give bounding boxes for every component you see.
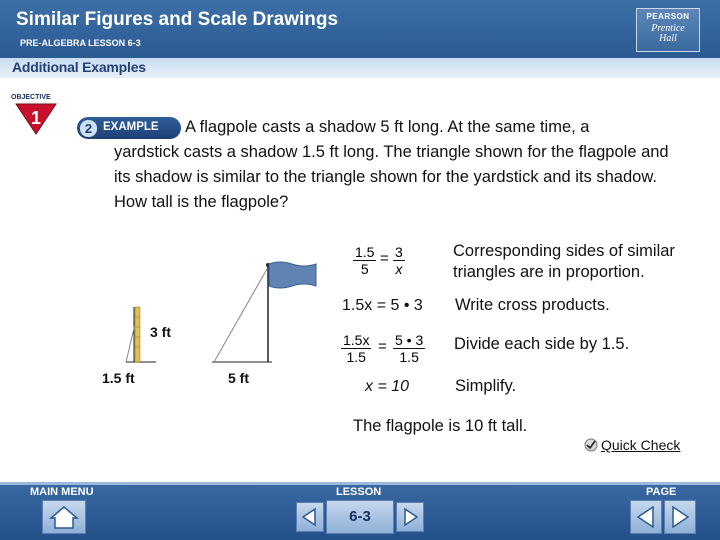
logo-text-prentice: Prentice	[651, 23, 685, 34]
page-title: Similar Figures and Scale Drawings	[16, 9, 339, 30]
step1-description: Corresponding sides of similar triangles are in proportion.	[453, 242, 675, 281]
step3-right-den: 1.5	[399, 349, 419, 365]
yardstick-icon	[135, 307, 140, 362]
step3-description: Divide each side by 1.5.	[454, 335, 630, 353]
problem-line-rest: yardstick casts a shadow 1.5 ft long. The triangle shown for the flagpole and its shadow is similar to the triangle shown for the yardstick and its shadow. How tall is the flagpole?	[114, 143, 669, 211]
triangle-left-icon	[631, 501, 661, 533]
home-icon	[43, 501, 85, 533]
home-button[interactable]	[42, 500, 86, 534]
flagpole-shadow-label: 5 ft	[228, 370, 249, 385]
triangle-left-icon	[297, 503, 323, 531]
logo-text-pearson: PEARSON	[646, 12, 690, 21]
step1-left-den: 5	[360, 261, 369, 277]
step4-description: Simplify.	[455, 377, 517, 395]
lesson-label: LESSON	[336, 486, 382, 498]
step3-equals: =	[378, 338, 387, 355]
conclusion-text: The flagpole is 10 ft tall.	[353, 417, 528, 435]
objective-number: 1	[30, 108, 42, 128]
flag-icon	[268, 260, 318, 290]
page-prev-button[interactable]	[630, 500, 662, 534]
step4-expression: x = 10	[365, 378, 410, 395]
example-number: 2	[80, 120, 97, 137]
step3-left-den: 1.5	[346, 349, 366, 365]
problem-text	[114, 115, 684, 215]
checkmark-icon	[583, 437, 601, 453]
lesson-number-display: 6-3	[326, 500, 394, 534]
lesson-prev-button[interactable]	[296, 502, 324, 532]
similar-triangles-figure	[96, 255, 286, 385]
objective-label: OBJECTIVE	[11, 94, 51, 101]
lesson-subtitle: PRE-ALGEBRA LESSON 6-3	[20, 38, 141, 48]
step1-right-num: 3	[395, 244, 403, 260]
step1-right-den: x	[395, 261, 403, 277]
page-next-button[interactable]	[664, 500, 696, 534]
lesson-next-button[interactable]	[396, 502, 424, 532]
step1-right-fraction	[393, 244, 405, 277]
step1-equals: =	[380, 250, 389, 267]
step3-left-num: 1.5x	[343, 332, 370, 348]
step3-right-num: 5 • 3	[395, 332, 424, 348]
problem-line-1: A flagpole casts a shadow 5 ft long. At the same time, a	[185, 118, 590, 136]
objective-badge-icon	[14, 102, 58, 136]
step3-right-fraction	[393, 332, 425, 365]
step2-description: Write cross products.	[455, 296, 610, 314]
step2-expression: 1.5x = 5 • 3	[342, 297, 423, 314]
triangle-right-icon	[665, 501, 695, 533]
triangle-right-icon	[397, 503, 423, 531]
step3-left-fraction	[341, 332, 371, 365]
main-menu-label: MAIN MENU	[30, 486, 94, 498]
quick-check-label: Quick Check	[601, 437, 681, 453]
yardstick-shadow-label: 1.5 ft	[102, 370, 135, 385]
logo-text-hall: Hall	[659, 33, 677, 44]
yardstick-height-label: 3 ft	[150, 324, 171, 340]
example-label: EXAMPLE	[103, 121, 159, 133]
step1-left-fraction	[353, 244, 376, 277]
page-label: PAGE	[646, 486, 677, 498]
quick-check-link[interactable]	[583, 437, 680, 453]
pearson-logo	[636, 8, 700, 52]
section-label: Additional Examples	[12, 59, 146, 75]
step1-left-num: 1.5	[355, 244, 375, 260]
footer-divider	[0, 482, 720, 485]
